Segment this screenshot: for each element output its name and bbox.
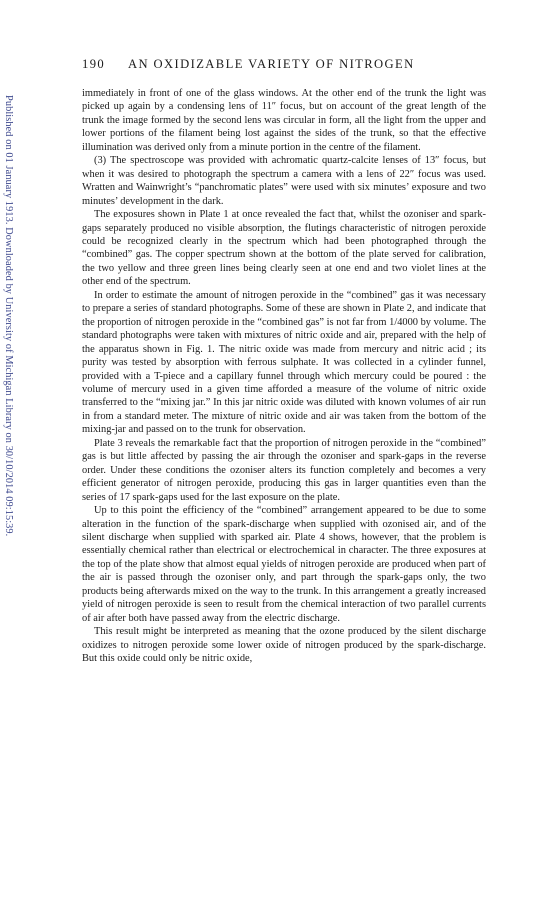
paragraph: In order to estimate the amount of nitrogen peroxide in the “combined” gas it was necessary to prepare a series of standard photographs. Some of these are shown in Plate 2, and indicate that the proportion of nitrogen peroxide in the “combined gas” is not far from 1/4000 by volume. The standard photographs were taken with mixtures of nitric oxide and air, prepared with the help of the apparatus shown in Fig. 1. The nitric oxide was made from mercury and nitric acid ; its purity was tested by absorption with ferrous sulphate. It was collected in a cylinder funnel, provided with a T-piece and a capillary funnel through which mercury could be poured : the volume of mercury used in a given time afforded a measure of the volume of nitric oxide transferred to the “mixing jar.” In this jar nitric oxide was diluted with known volumes of air run in from a standard meter. The mixture of nitric oxide and air was taken from the bottom of the mixing-jar and passed on to the trunk for observation. <box>82 289 486 436</box>
paragraph: immediately in front of one of the glass windows. At the other end of the trunk the light was picked up again by a condensing lens of 11″ focus, but on account of the great length of the trunk the image formed by the second lens was circular in form, all the light from the upper and lower portions of the filament being lost against the sides of the trunk, so that the effective illumination was derived only from a minute portion in the centre of the filament. <box>82 88 486 153</box>
page-number: 190 <box>82 57 106 71</box>
download-watermark <box>2 95 16 575</box>
body-text <box>82 87 486 895</box>
paragraph: (3) The spectroscope was provided with achromatic quartz-calcite lenses of 13″ focus, but when it was desired to photograph the spectrum a camera with a lens of 22″ focus was used. Wratten and Wainwright’s “panchromatic plates” were used with six minutes’ exposure and two minutes’ development in the dark. <box>82 155 486 207</box>
paragraph: Plate 3 reveals the remarkable fact that the proportion of nitrogen peroxide in the “combined” gas is but little affected by passing the air through the ozoniser and spark-gaps in the reverse order. Under these conditions the ozoniser alters its function completely and becomes a very efficient generator of nitrogen peroxide, producing this gas in larger quantities even than the series of 17 spark-gaps used for the last exposure on the plate. <box>82 437 486 503</box>
running-header <box>82 57 492 73</box>
download-watermark-text: Published on 01 January 1913. Downloaded by University of Michigan Library on 30/10/2014 09:15:39. <box>3 95 14 537</box>
running-title: AN OXIDIZABLE VARIETY OF NITROGEN <box>128 57 415 71</box>
paragraph: This result might be interpreted as meaning that the ozone produced by the silent discharge oxidizes to nitrogen peroxide some lower oxide of nitrogen produced by the spark-discharge. But this oxide could only be nitric oxide, <box>82 626 486 665</box>
paragraph: The exposures shown in Plate 1 at once revealed the fact that, whilst the ozoniser and spark-gaps separately produced no visible absorption, the flutings characteristic of nitrogen peroxide could be recognized clearly in the spectrum which had been photographed through the “combined” gas. The copper spectrum shown at the bottom of the plate served for calibration, the two yellow and three green lines being clearly seen at one end and two violet lines at the other end of the spectrum. <box>82 209 486 288</box>
paragraph: Up to this point the efficiency of the “combined” arrangement appeared to be due to some alteration in the function of the spark-discharge when supplied with ozonised air, and of the silent discharge when supplied with sparked air. Plate 4 shows, however, that the problem is essentially chemical rather than electrical or electrochemical in character. The three exposures at the top of the plate show that almost equal yields of nitrogen peroxide are produced when part of the air is passed through the ozoniser only, and part through the spark-gaps only, the two products being afterwards mixed on the way to the trunk. In this arrangement a greatly increased yield of nitrogen peroxide is seen to result from the chemical interaction of two parallel currents of air after both have passed away from the electric discharge. <box>82 505 486 624</box>
